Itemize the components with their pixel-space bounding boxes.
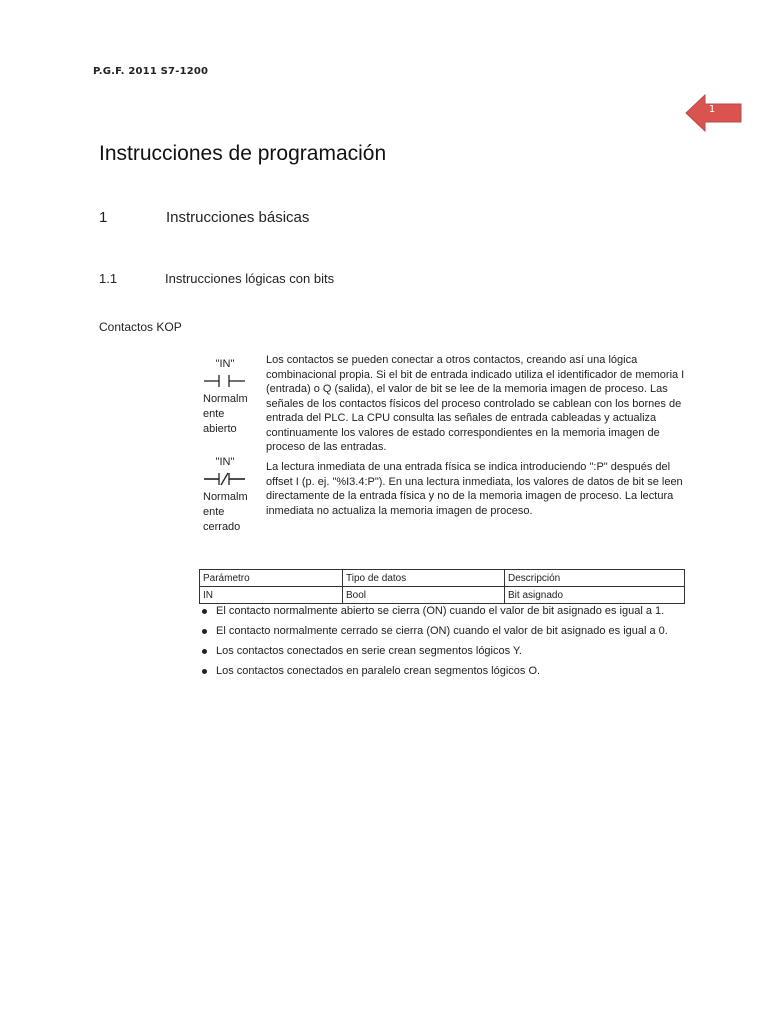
table-cell: Bit asignado	[505, 587, 685, 604]
section-number: 1	[99, 209, 108, 226]
bullet-icon	[202, 669, 207, 674]
bullet-list	[199, 604, 689, 684]
normally-closed-contact-icon	[203, 472, 247, 486]
subsection-number: 1.1	[99, 271, 118, 286]
list-item-text: El contacto normalmente cerrado se cierra (ON) cuando el valor de bit asignado es igual a 0.	[216, 625, 668, 637]
page-title: Instrucciones de programación	[99, 142, 387, 165]
subsection-title: Instrucciones lógicas con bits	[165, 271, 335, 286]
list-item-text: El contacto normalmente abierto se cierra (ON) cuando el valor de bit asignado es igual a 1.	[216, 605, 665, 617]
table-header-cell: Descripción	[505, 570, 685, 587]
back-arrow-button[interactable]	[685, 94, 743, 132]
table-header-cell: Parámetro	[200, 570, 343, 587]
back-page-number: 1	[708, 104, 716, 115]
bullet-icon	[202, 629, 207, 634]
section-title: Instrucciones básicas	[166, 209, 310, 226]
list-item	[199, 664, 689, 678]
normally-open-contact	[203, 357, 259, 437]
bullet-icon	[202, 649, 207, 654]
bullet-icon	[202, 609, 207, 614]
table-cell: IN	[200, 587, 343, 604]
normally-open-contact-icon	[203, 374, 247, 388]
table-header-row	[200, 570, 685, 587]
contact-operand: "IN"	[215, 456, 235, 468]
list-item	[199, 644, 689, 658]
contact-label: Normalm ente abierto	[203, 393, 248, 435]
table-row	[200, 587, 685, 604]
normally-closed-contact	[203, 455, 259, 535]
list-item	[199, 604, 689, 618]
contacts-heading: Contactos KOP	[99, 320, 182, 334]
list-item	[199, 624, 689, 638]
list-item-text: Los contactos conectados en paralelo crean segmentos lógicos O.	[216, 665, 541, 677]
table-header-cell: Tipo de datos	[343, 570, 505, 587]
contact-description: Los contactos se pueden conectar a otros contactos, creando así una lógica combinacional propia. Si el bit de entrada indicado utiliza el identificador de memoria I (entrada) o Q (salida), el valor de bit se lee de la memoria imagen de proceso. Las señales de los contactos físicos del proceso controlado se cablean con los bornes de entrada del PLC. La CPU consulta las señales de entrada cableadas y actualiza continuamente los valores de estado correspondientes en la memoria imagen de proceso de las entradas.	[266, 354, 685, 453]
contact-label: Normalm ente cerrado	[203, 491, 248, 533]
document-header: P.G.F. 2011 S7-1200	[93, 66, 209, 77]
contact-description: La lectura inmediata de una entrada física se indica introduciendo ":P" después del offset I (p. ej. "%I3.4:P"). En una lectura inmediata, los valores de datos de bit se leen directamente de la entrada física y no de la memoria imagen de proceso. La lectura inmediata no actualiza la memoria imagen de proceso.	[266, 461, 683, 517]
table-cell: Bool	[343, 587, 505, 604]
list-item-text: Los contactos conectados en serie crean segmentos lógicos Y.	[216, 645, 522, 657]
contact-operand: "IN"	[215, 358, 235, 370]
parameter-table	[199, 569, 685, 604]
